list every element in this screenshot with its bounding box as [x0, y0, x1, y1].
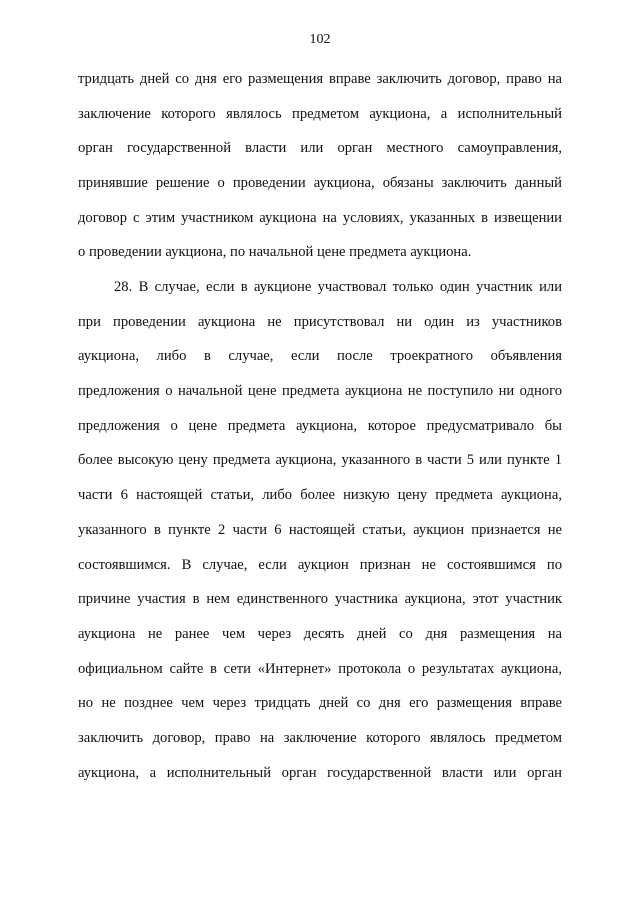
text-line: аукциона, а исполнительный орган государственной власти или орган [78, 764, 562, 781]
text-line: но не позднее чем через тридцать дней со дня его размещения вправе [78, 695, 562, 712]
paragraph-28 [78, 270, 562, 790]
paragraph-continued [78, 62, 562, 270]
text-line: причине участия в нем единственного участника аукциона, этот участник [78, 591, 562, 608]
text-line: предложения о начальной цене предмета аукциона не поступило ни одного [78, 383, 562, 400]
text-line: указанного в пункте 2 части 6 настоящей статьи, аукцион признается не [78, 521, 562, 538]
text-line: 28. В случае, если в аукционе участвовал только один участник или [114, 279, 562, 295]
text-line: договор с этим участником аукциона на условиях, указанных в извещении [78, 209, 562, 226]
text-line: предложения о цене предмета аукциона, которое предусматривало бы [78, 417, 562, 434]
text-line: официальном сайте в сети «Интернет» протокола о результатах аукциона, [78, 660, 562, 677]
text-line: орган государственной власти или орган местного самоуправления, [78, 140, 562, 157]
text-line: при проведении аукциона не присутствовал ни один из участников [78, 313, 562, 330]
text-line: части 6 настоящей статьи, либо более низкую цену предмета аукциона, [78, 487, 562, 504]
text-line: принявшие решение о проведении аукциона, обязаны заключить данный [78, 175, 562, 192]
text-line: о проведении аукциона, по начальной цене предмета аукциона. [78, 244, 472, 261]
text-line: состоявшимся. В случае, если аукцион признан не состоявшимся по [78, 556, 562, 573]
text-line: тридцать дней со дня его размещения вправе заключить договор, право на [78, 71, 562, 87]
text-line: заключить договор, право на заключение которого являлось предметом [78, 729, 562, 746]
page-number: 102 [309, 32, 331, 47]
text-line: более высокую цену предмета аукциона, указанного в части 5 или пункте 1 [78, 452, 562, 469]
text-line: аукциона не ранее чем через десять дней со дня размещения на [78, 625, 562, 642]
text-line: заключение которого являлось предметом аукциона, а исполнительный [78, 105, 562, 122]
text-line: аукциона, либо в случае, если после троекратного объявления [78, 348, 562, 365]
